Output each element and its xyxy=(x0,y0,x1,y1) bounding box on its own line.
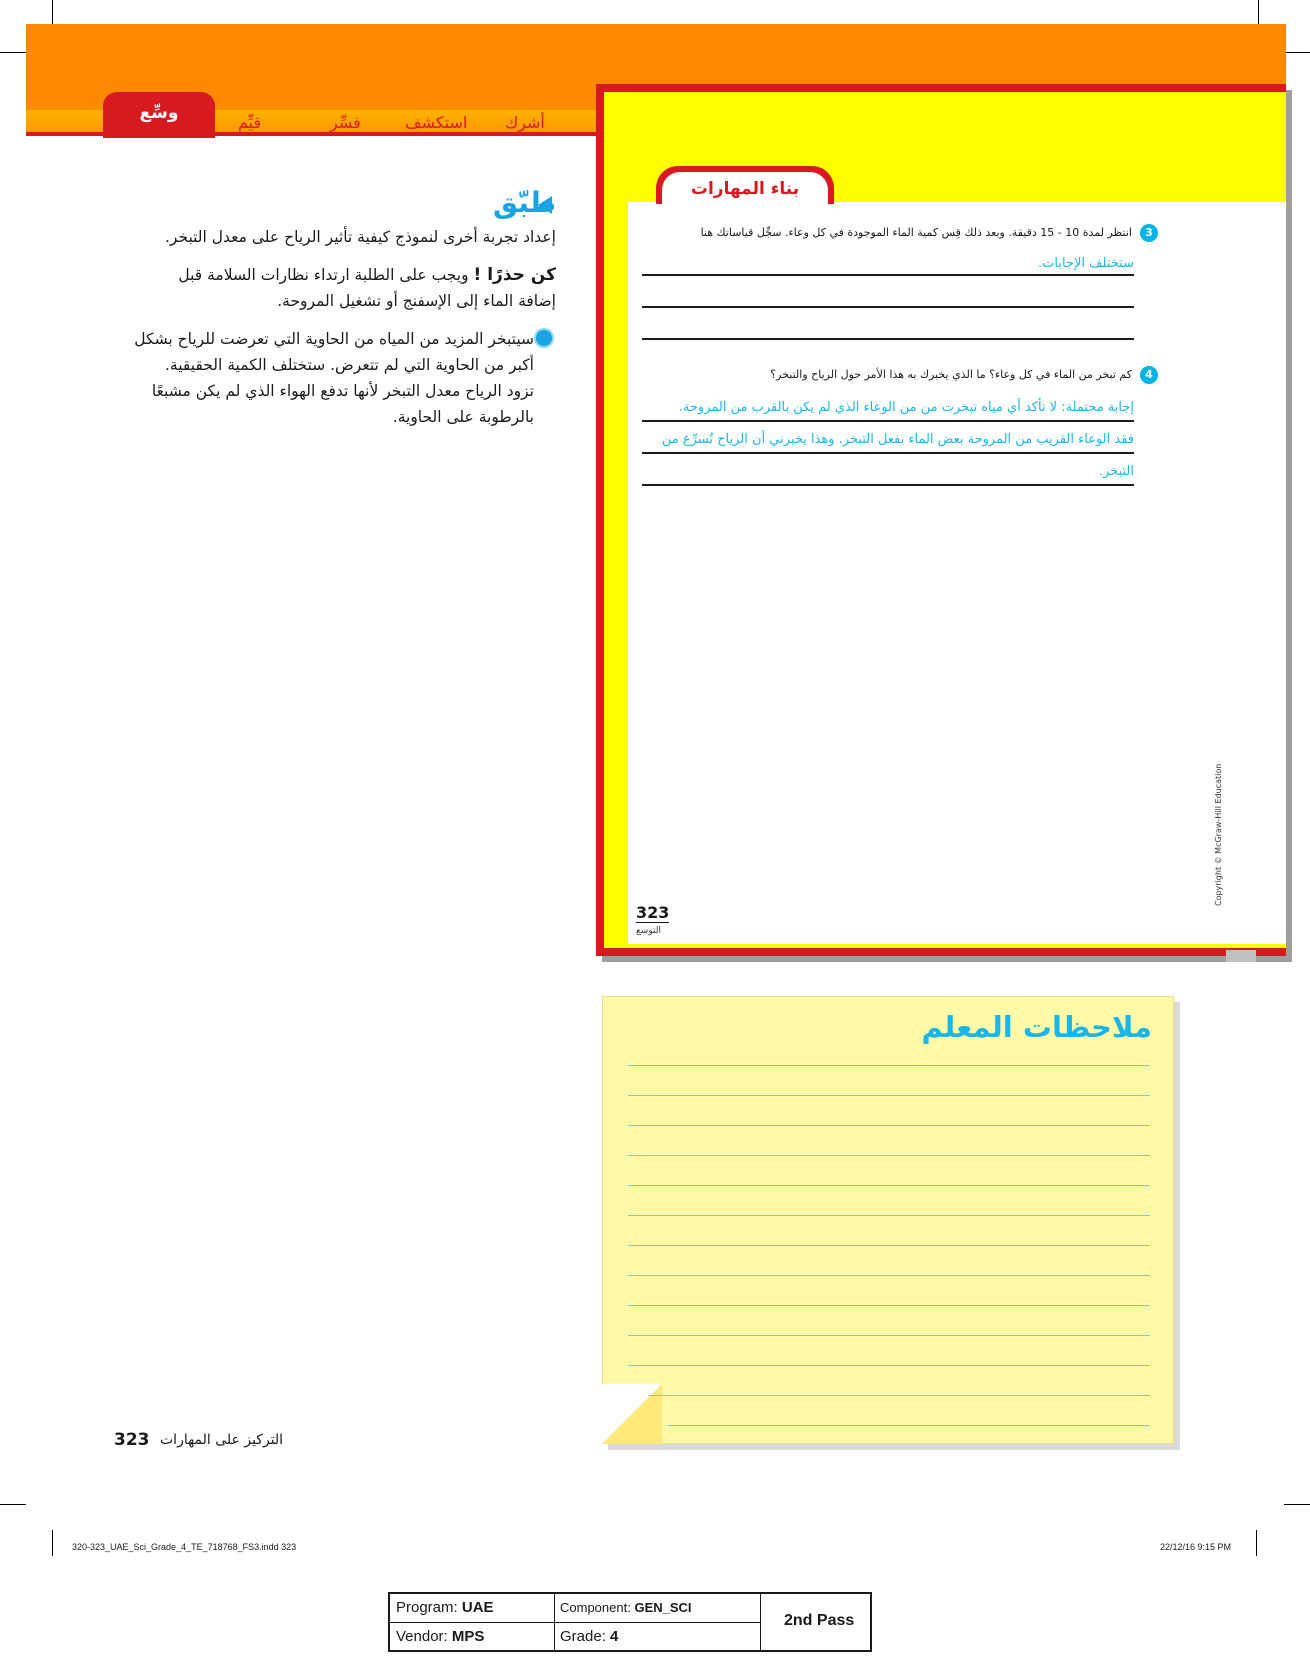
student-page-number: 323 xyxy=(636,903,670,922)
component-label: Component: xyxy=(560,1600,631,1615)
crop-mark xyxy=(0,1504,26,1505)
notes-line xyxy=(628,1185,1150,1186)
notes-line xyxy=(628,1155,1150,1156)
answer-text: إجابة محتملة: لا تأكد أي مياه تبخرت من من الوعاء الذي لم يكن بالقرب من المروحة. xyxy=(678,400,1134,415)
component-cell xyxy=(560,1600,692,1615)
date-slug: 22/12/16 9:15 PM xyxy=(1160,1542,1232,1552)
question-number: 4 xyxy=(1140,366,1158,384)
production-info-table xyxy=(388,1592,872,1652)
crop-mark xyxy=(1284,1504,1310,1505)
crop-mark xyxy=(52,0,53,26)
notes-line xyxy=(628,1095,1150,1096)
teacher-notes-card[interactable] xyxy=(602,996,1174,1444)
program-value: UAE xyxy=(461,1599,494,1616)
tab-explain[interactable]: فسِّر xyxy=(330,113,361,132)
footer-page-number: 323 xyxy=(114,1430,150,1450)
notes-line xyxy=(628,1365,1150,1366)
pass-cell xyxy=(784,1612,854,1630)
crop-mark xyxy=(1256,1530,1257,1556)
safety-paragraph xyxy=(136,262,556,314)
answer-line xyxy=(642,420,1134,422)
answer-text: فقد الوعاء القريب من المروحة بعض الماء بفعل التبخر. وهذا يخبرني أن الرياح تُسرِّع من xyxy=(661,432,1134,447)
table-divider xyxy=(390,1622,760,1623)
notes-line xyxy=(628,1125,1150,1126)
question-number: 3 xyxy=(1140,224,1158,242)
notes-line xyxy=(628,1245,1150,1246)
notes-line xyxy=(628,1305,1150,1306)
pass-label: 2nd Pass xyxy=(784,1612,855,1629)
crop-mark xyxy=(0,52,26,53)
component-value: GEN_SCI xyxy=(634,1600,692,1615)
table-divider xyxy=(760,1594,761,1650)
answer-line xyxy=(642,274,1134,276)
apply-paragraph: إعداد تجربة أخرى لنموذج كيفية تأثير الرياح على معدل التبخر. xyxy=(164,228,556,246)
result-paragraph: سيتبخر المزيد من المياه من الحاوية التي تعرضت للرياح بشكل أكبر من الحاوية التي لم تتعرض. ستختلف الكمية الحقيقية. تزود الرياح معدل التبخر لأنها تدفع الهواء الذي لم يكن مشبعًا بالرطوبة على الحاوية. xyxy=(134,330,534,426)
program-cell xyxy=(396,1599,494,1616)
step-bullet-icon xyxy=(534,328,554,348)
panel-tab-label: بناء المهارات xyxy=(662,172,828,204)
answer-line xyxy=(642,452,1134,454)
section-heading: طبّق xyxy=(492,186,556,219)
page-curl-icon xyxy=(602,1384,662,1444)
grade-value: 4 xyxy=(610,1628,619,1645)
question-text: انتظر لمدة 10 - 15 دقيقة. وبعد ذلك قِس كمية الماء الموجودة في كل وعاء. سجِّل قياساتك هنا xyxy=(700,226,1132,239)
vendor-label: Vendor: xyxy=(396,1628,448,1645)
safety-text: ويجب على الطلبة ارتداء نظارات السلامة قبل إضافة الماء إلى الإسفنج أو تشغيل المروحة. xyxy=(178,266,556,310)
panel-content xyxy=(628,202,1286,944)
grade-cell xyxy=(560,1628,618,1645)
tab-engage[interactable]: أشرك xyxy=(505,113,545,132)
crop-mark xyxy=(1284,52,1310,53)
answer-text: ستختلف الإجابات. xyxy=(1038,256,1134,271)
answer-line xyxy=(642,484,1134,486)
copyright-credit: Copyright © McGraw-Hill Education xyxy=(1214,763,1223,906)
tab-evaluate[interactable]: قيِّم xyxy=(238,113,262,132)
answer-text: التبخر. xyxy=(1098,464,1134,479)
footer-title: التركيز على المهارات xyxy=(160,1432,284,1448)
answer-line xyxy=(642,306,1134,308)
vendor-value: MPS xyxy=(451,1628,485,1645)
notes-title: ملاحظات المعلم xyxy=(921,1010,1152,1044)
notes-line xyxy=(628,1215,1150,1216)
student-page-section: التوسع xyxy=(636,926,661,936)
vendor-cell xyxy=(396,1628,484,1645)
grade-label: Grade: xyxy=(560,1628,606,1645)
warning-label: كن حذرًا ! xyxy=(473,265,556,285)
notes-line xyxy=(628,1065,1150,1066)
tab-explore[interactable]: استكشف xyxy=(405,113,468,132)
answer-line xyxy=(642,338,1134,340)
crop-mark xyxy=(52,1530,53,1556)
program-label: Program: xyxy=(396,1599,458,1616)
notes-line xyxy=(648,1395,1150,1396)
notes-line xyxy=(628,1275,1150,1276)
notes-line xyxy=(628,1335,1150,1336)
question-text: كم تبخر من الماء في كل وعاء؟ ما الذي يخبرك به هذا الأمر حول الرياح والتبخر؟ xyxy=(770,368,1132,381)
crop-mark xyxy=(1258,0,1259,26)
gray-tab xyxy=(1226,950,1256,962)
tab-extend[interactable]: وسِّع xyxy=(103,92,215,138)
file-slug: 320-323_UAE_Sci_Grade_4_TE_718768_FS3.indd 323 xyxy=(72,1542,297,1552)
notes-line xyxy=(668,1425,1150,1426)
